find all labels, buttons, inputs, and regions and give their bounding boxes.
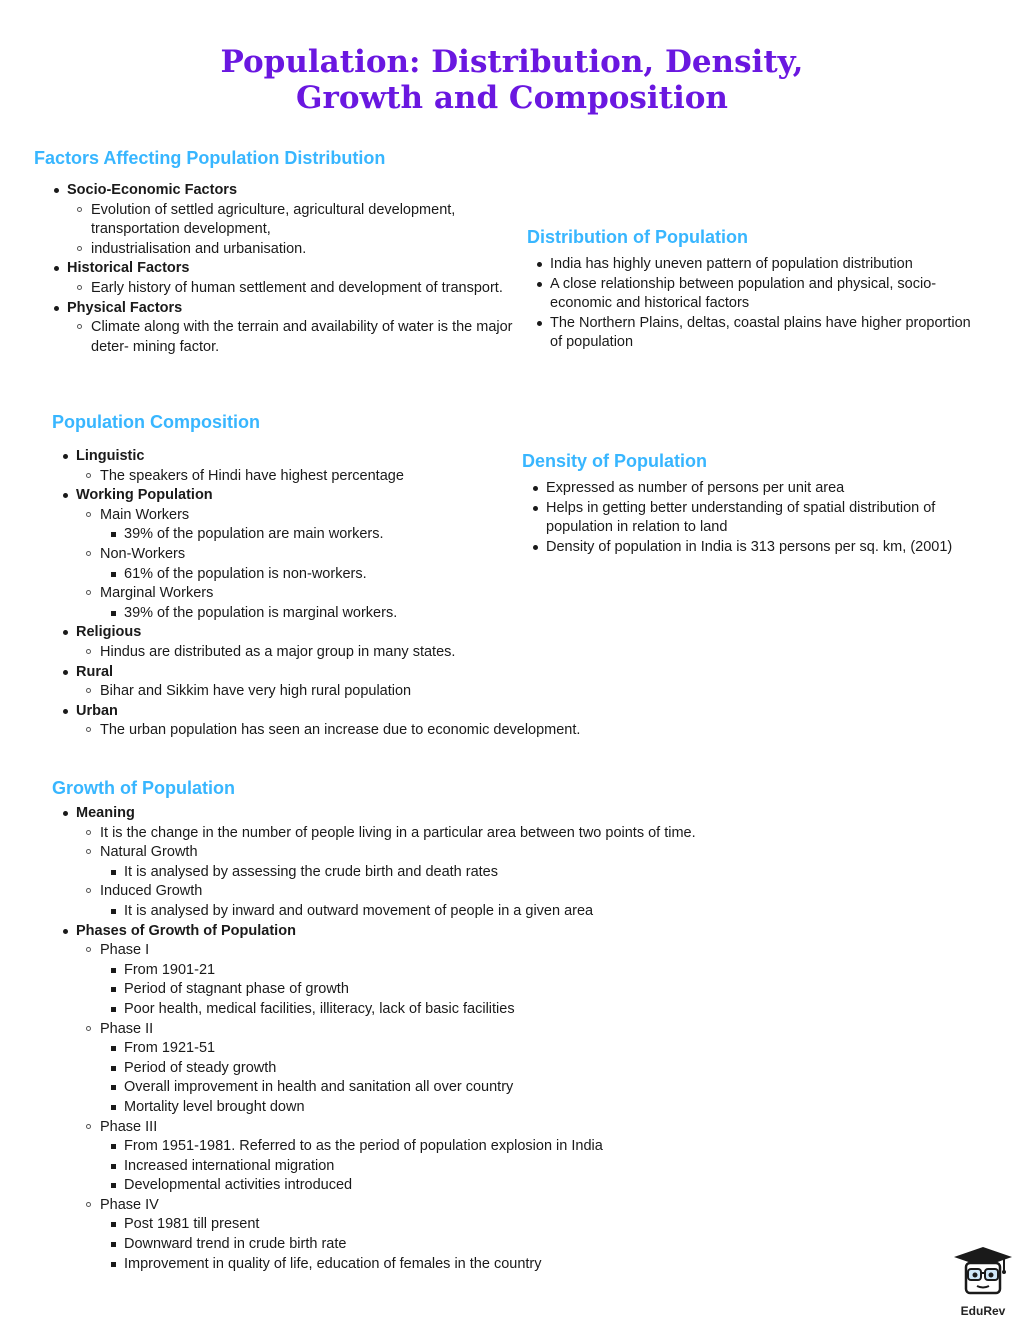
list-item: Working Population Main Workers 39% of the population are main workers. Non-Workers 61% of the population is non-workers. Marginal Workers 39% of the population is marginal workers.: [61, 486, 652, 623]
distribution-heading: Distribution of Population: [527, 227, 748, 247]
density-heading: Density of Population: [522, 451, 708, 471]
list-item: Phases of Growth of Population Phase I From 1901-21 Period of stagnant phase of growth Poor health, medical facilities, illiteracy, lack of basic facilities Phase II From 1921-51 Period of steady growth Overall improvement in health and sanitation all over country Mortality level brought down Phase III From 1951-1981. Referred to as the period of population explosion in India Increased international migration Developmental activities introduced Phase IV Post 1981 till present Downward trend in crude birth rate Improvement in quality of life, education of females in the country: [61, 922, 772, 1275]
list-item: Downward trend in crude birth rate: [100, 1235, 772, 1255]
factors-section: [34, 146, 514, 357]
list-item: Period of steady growth: [100, 1059, 772, 1079]
list-item: Expressed as number of persons per unit area: [531, 479, 982, 499]
graduation-cap-mascot-icon: [952, 1245, 1014, 1297]
list-item: Improvement in quality of life, education of females in the country: [100, 1255, 772, 1275]
list-item: Bihar and Sikkim have very high rural population: [76, 682, 652, 702]
list-item: It is the change in the number of people living in a particular area between two points of time.: [76, 824, 772, 844]
list-item: Phase II From 1921-51 Period of steady growth Overall improvement in health and sanitation all over country Mortality level brought down: [76, 1020, 772, 1118]
list-item: Post 1981 till present: [100, 1215, 772, 1235]
list-item: Urban The urban population has seen an increase due to economic development.: [61, 702, 652, 741]
list-item: Religious Hindus are distributed as a major group in many states.: [61, 623, 652, 662]
distribution-section: [527, 225, 977, 353]
list-item: Poor health, medical facilities, illiteracy, lack of basic facilities: [100, 1000, 772, 1020]
logo-text: EduRev: [960, 1304, 1006, 1318]
composition-heading: Population Composition: [52, 412, 260, 432]
list-item: It is analysed by inward and outward movement of people in a given area: [100, 902, 772, 922]
list-item: From 1921-51: [100, 1039, 772, 1059]
edurev-logo: [948, 1245, 1018, 1318]
factors-list: [52, 181, 514, 357]
growth-list: [61, 804, 772, 1274]
list-item: 39% of the population are main workers.: [100, 525, 652, 545]
list-item: industrialisation and urbanisation.: [67, 240, 514, 260]
list-item: The speakers of Hindi have highest percentage: [76, 467, 652, 487]
growth-section: [52, 776, 772, 1274]
factors-heading: Factors Affecting Population Distribution: [34, 148, 386, 168]
list-item: Mortality level brought down: [100, 1098, 772, 1118]
list-item: Linguistic The speakers of Hindi have highest percentage: [61, 447, 652, 486]
list-item: The Northern Plains, deltas, coastal plains have higher proportion of population: [535, 314, 977, 353]
list-item: Non-Workers 61% of the population is non-workers.: [76, 545, 652, 584]
list-item: Socio-Economic Factors Evolution of settled agriculture, agricultural development, transportation development, industrialisation and urbanisation.: [52, 181, 514, 259]
list-item: Physical Factors Climate along with the terrain and availability of water is the major deter- mining factor.: [52, 299, 514, 358]
list-item: Early history of human settlement and development of transport.: [67, 279, 514, 299]
list-item: Meaning It is the change in the number of people living in a particular area between two points of time. Natural Growth It is analysed by assessing the crude birth and death rates Induced Growth It is analysed by inward and outward movement of people in a given area: [61, 804, 772, 922]
list-item: Density of population in India is 313 persons per sq. km, (2001): [531, 538, 982, 558]
list-item: Phase I From 1901-21 Period of stagnant phase of growth Poor health, medical facilities, illiteracy, lack of basic facilities: [76, 941, 772, 1019]
list-item: Induced Growth It is analysed by inward and outward movement of people in a given area: [76, 882, 772, 921]
list-item: Helps in getting better understanding of spatial distribution of population in relation to land: [531, 499, 982, 538]
list-item: Marginal Workers 39% of the population is marginal workers.: [76, 584, 652, 623]
list-item: 39% of the population is marginal workers.: [100, 604, 652, 624]
list-item: Natural Growth It is analysed by assessing the crude birth and death rates: [76, 843, 772, 882]
list-item: From 1901-21: [100, 961, 772, 981]
list-item: Phase IV Post 1981 till present Downward trend in crude birth rate Improvement in quality of life, education of females in the country: [76, 1196, 772, 1274]
list-item: Main Workers 39% of the population are main workers.: [76, 506, 652, 545]
list-item: Developmental activities introduced: [100, 1176, 772, 1196]
list-item: Climate along with the terrain and availability of water is the major deter- mining factor.: [67, 318, 514, 357]
list-item: Historical Factors Early history of human settlement and development of transport.: [52, 259, 514, 298]
list-item: 61% of the population is non-workers.: [100, 565, 652, 585]
density-section: [522, 449, 982, 557]
growth-heading: Growth of Population: [52, 778, 235, 798]
list-item: Phase III From 1951-1981. Referred to as the period of population explosion in India Increased international migration Developmental activities introduced: [76, 1118, 772, 1196]
list-item: Period of stagnant phase of growth: [100, 980, 772, 1000]
list-item: The urban population has seen an increase due to economic development.: [76, 721, 652, 741]
density-list: [531, 479, 982, 557]
list-item: Evolution of settled agriculture, agricultural development, transportation development,: [67, 201, 514, 240]
page-title: Population: Distribution, Density, Growth and Composition: [220, 44, 804, 116]
list-item: Overall improvement in health and sanitation all over country: [100, 1078, 772, 1098]
list-item: A close relationship between population and physical, socio-economic and historical factors: [535, 275, 977, 314]
distribution-list: [535, 255, 977, 353]
list-item: Hindus are distributed as a major group in many states.: [76, 643, 652, 663]
list-item: Rural Bihar and Sikkim have very high rural population: [61, 663, 652, 702]
list-item: India has highly uneven pattern of population distribution: [535, 255, 977, 275]
list-item: Increased international migration: [100, 1157, 772, 1177]
list-item: From 1951-1981. Referred to as the period of population explosion in India: [100, 1137, 772, 1157]
list-item: It is analysed by assessing the crude birth and death rates: [100, 863, 772, 883]
